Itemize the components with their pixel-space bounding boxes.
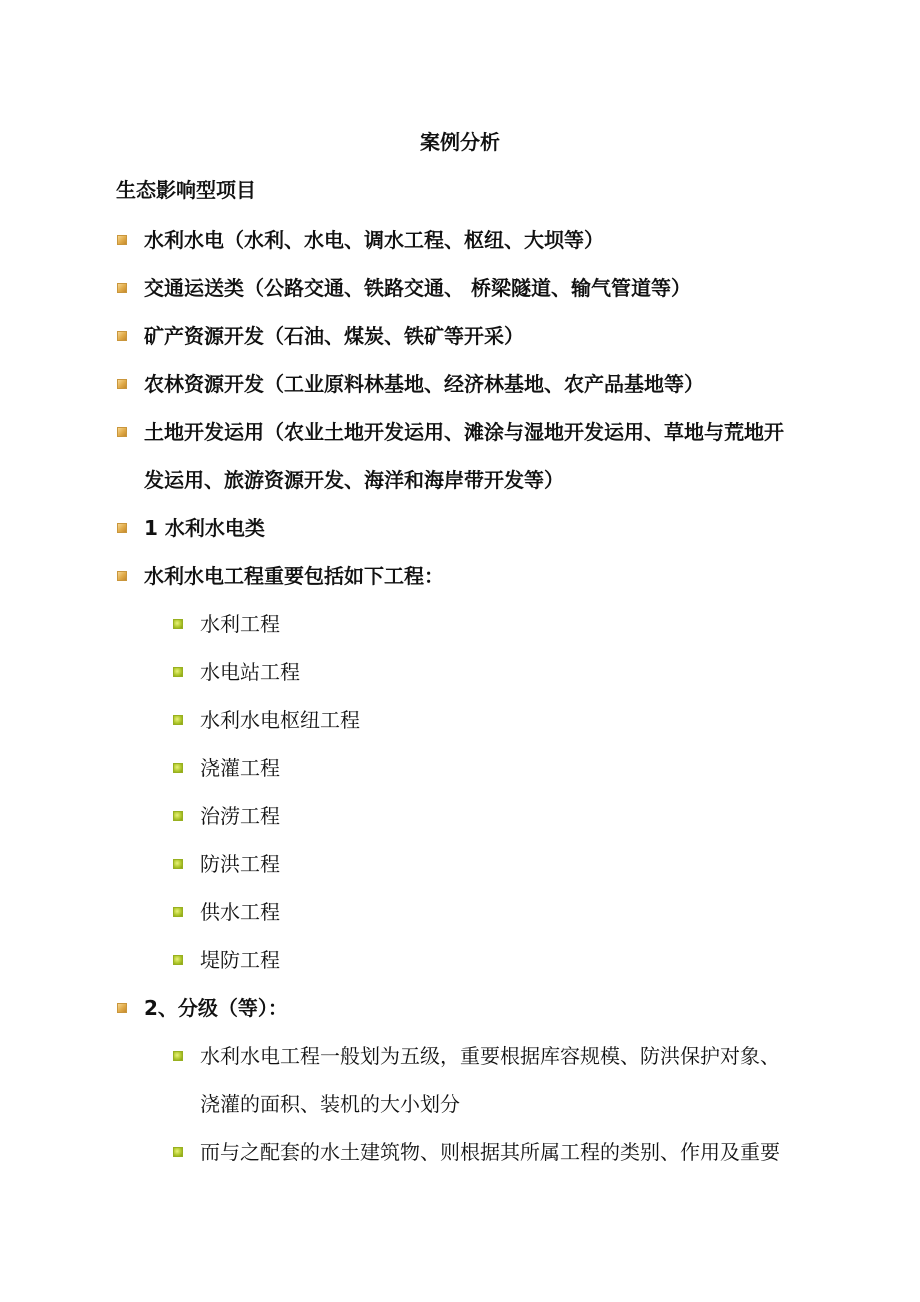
list-item-text <box>116 360 704 408</box>
list-item <box>116 360 704 408</box>
list-item-line: 水利水电（水利、水电、调水工程、枢纽、大坝等） <box>144 228 604 252</box>
sub-list-item <box>172 840 280 888</box>
list-item-text <box>172 888 280 936</box>
sub-list-item <box>172 744 280 792</box>
list-item-line: 防洪工程 <box>200 852 280 876</box>
list-item-line: 治涝工程 <box>200 804 280 828</box>
document-title: 案例分析 <box>420 130 500 154</box>
green-bullet-icon <box>173 763 183 773</box>
list-item-text <box>172 792 280 840</box>
list-item-text <box>172 696 360 744</box>
square-bullet-icon <box>117 235 127 245</box>
green-bullet-icon <box>173 1051 183 1061</box>
sub-list-item <box>172 936 280 984</box>
list-item-line: 堤防工程 <box>200 948 280 972</box>
list-item-line: 交通运送类（公路交通、铁路交通、 桥梁隧道、输气管道等） <box>144 276 691 300</box>
green-bullet-icon <box>173 859 183 869</box>
square-bullet-icon <box>117 523 127 533</box>
sub-list-item <box>172 792 280 840</box>
list-item-text <box>116 552 444 600</box>
list-item-line: 水利水电工程重要包括如下工程： <box>144 564 444 588</box>
list-item-text <box>172 1128 780 1176</box>
list-item <box>116 264 691 312</box>
list-item-text <box>116 264 691 312</box>
list-item <box>116 312 524 360</box>
list-item-text <box>172 744 280 792</box>
green-bullet-icon <box>173 811 183 821</box>
sub-list-item <box>172 1128 780 1176</box>
sub-list-item <box>172 1032 780 1128</box>
list-item-text <box>172 600 280 648</box>
green-bullet-icon <box>173 715 183 725</box>
sub-list-item <box>172 600 280 648</box>
list-item-line: 水电站工程 <box>200 660 300 684</box>
list-item-line: 水利水电工程一般划为五级，重要根据库容规模、防洪保护对象、 <box>200 1044 780 1068</box>
section-heading: 生态影响型项目 <box>116 178 256 202</box>
sub-list-item <box>172 648 300 696</box>
list-item-text <box>116 216 604 264</box>
green-bullet-icon <box>173 1147 183 1157</box>
green-bullet-icon <box>173 619 183 629</box>
green-bullet-icon <box>173 907 183 917</box>
list-item-text <box>172 840 280 888</box>
list-item-line: 农林资源开发（工业原料林基地、经济林基地、农产品基地等） <box>144 372 704 396</box>
list-item <box>116 216 604 264</box>
list-item <box>116 552 444 600</box>
list-item-line: 1 水利水电类 <box>144 516 265 540</box>
list-item-text <box>116 408 784 504</box>
list-item-line: 供水工程 <box>200 900 280 924</box>
list-item-line: 2、分级（等）： <box>144 996 288 1020</box>
square-bullet-icon <box>117 1003 127 1013</box>
list-item-text <box>172 936 280 984</box>
square-bullet-icon <box>117 379 127 389</box>
list-item-text <box>116 312 524 360</box>
list-item-line: 浇灌工程 <box>200 756 280 780</box>
square-bullet-icon <box>117 331 127 341</box>
green-bullet-icon <box>173 667 183 677</box>
list-item-line: 水利水电枢纽工程 <box>200 708 360 732</box>
list-item-line: 土地开发运用（农业土地开发运用、滩涂与湿地开发运用、草地与荒地开 <box>144 420 784 444</box>
sub-list-item <box>172 888 280 936</box>
list-item <box>116 408 784 504</box>
list-item-line: 发运用、旅游资源开发、海洋和海岸带开发等） <box>144 468 564 492</box>
list-item-line: 矿产资源开发（石油、煤炭、铁矿等开采） <box>144 324 524 348</box>
list-item <box>116 984 288 1032</box>
list-item-text <box>172 1032 780 1128</box>
green-bullet-icon <box>173 955 183 965</box>
sub-list-item <box>172 696 360 744</box>
list-item-text <box>172 648 300 696</box>
list-item-text <box>116 984 288 1032</box>
square-bullet-icon <box>117 427 127 437</box>
list-item-line: 水利工程 <box>200 612 280 636</box>
list-item-line: 而与之配套的水土建筑物、则根据其所属工程的类别、作用及重要 <box>200 1140 780 1164</box>
square-bullet-icon <box>117 283 127 293</box>
list-item <box>116 504 265 552</box>
list-item-line: 浇灌的面积、装机的大小划分 <box>200 1092 460 1116</box>
square-bullet-icon <box>117 571 127 581</box>
list-item-text <box>116 504 265 552</box>
